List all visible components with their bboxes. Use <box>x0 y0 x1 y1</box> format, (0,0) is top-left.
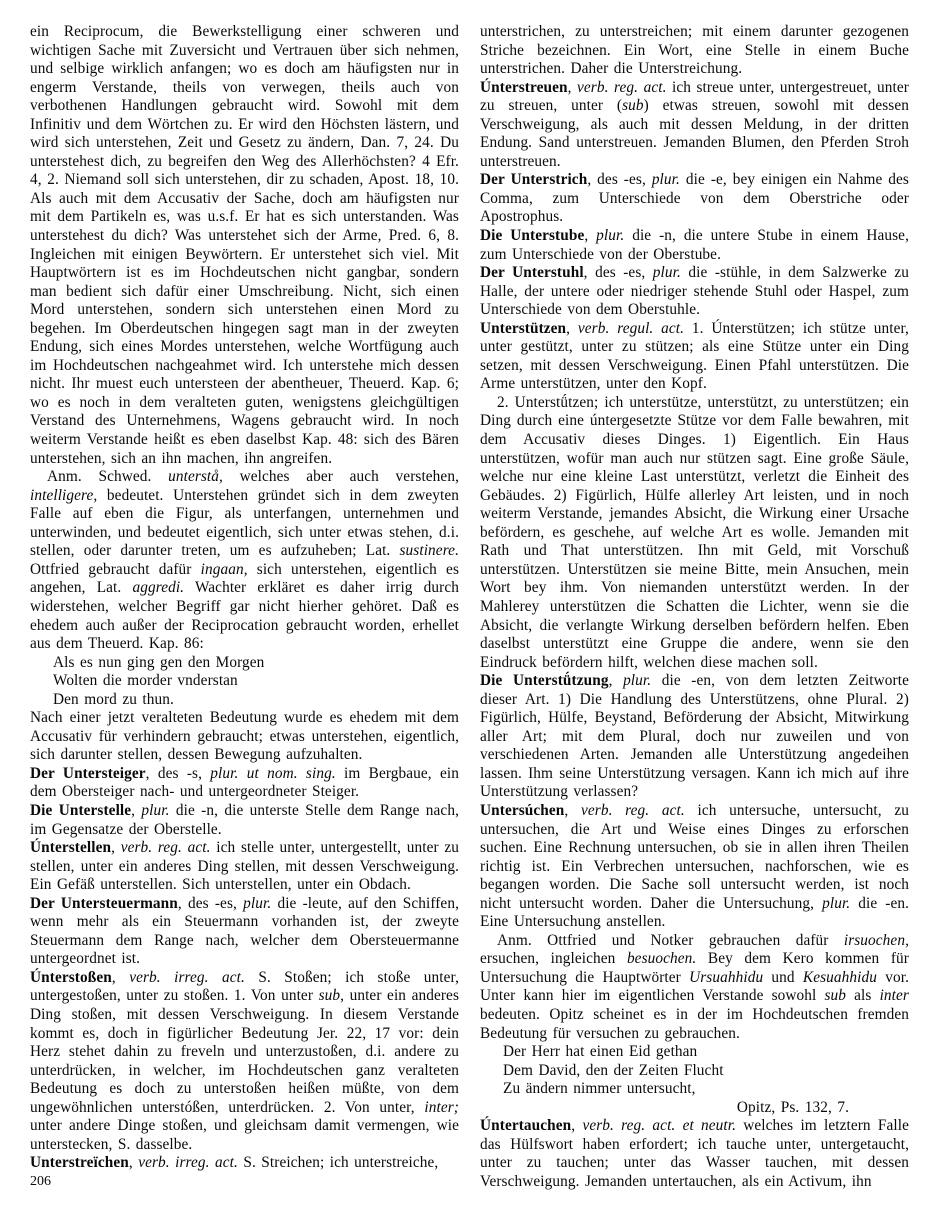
entry-paragraph: Der Unterstrich, des -es, plur. die -e, bey einigen ein Nahme des Comma, zum Unterschiede von dem Oberstriche oder Apostrophus. <box>480 171 909 226</box>
inline-italic: sustinere. <box>399 542 459 560</box>
entry-paragraph: Die Unterstelle, plur. die -n, die unterste Stelle dem Range nach, im Gegensatze der Oberstelle. <box>30 801 459 838</box>
inline-italic: verb. irreg. act. <box>138 1154 238 1172</box>
left-column <box>30 23 459 1191</box>
entry-paragraph: Únterstellen, verb. reg. act. ich stelle unter, untergestellt, unter zu stellen, unter ein anderes Ding stellen, mit dessen Verschweigung. Ein Gefäß unterstellen. Sich unterstellen, unter ein Obdach. <box>30 839 459 894</box>
inline-italic: verb. reg. act. <box>120 839 211 857</box>
inline-italic: plur. ut nom. sing. <box>210 764 336 782</box>
entry-paragraph: Unterstützen, verb. regul. act. 1. Únterstützen; ich stütze unter, unter gestützt, unter zu stützen; als eine Stütze unter ein Ding setzen, mit dessen Verschweigung. Einen Pfahl unterstützen. Die Arme unterstützen, unter den Kopf. <box>480 319 909 393</box>
paragraph: Nach einer jetzt veralteten Bedeutung wurde es ehedem mit dem Accusativ für verhindern gebraucht; etwas unterstehen, eigentlich, sich darunter stellen, dessen Bewegung aufzuhalten. <box>30 709 459 764</box>
inline-italic: verb. irreg. act. <box>129 968 245 986</box>
headword: Únterstoßen <box>30 968 112 986</box>
verse-line: Zu ändern nimmer untersucht, <box>503 1080 696 1098</box>
inline-italic: irsuochen, <box>843 931 909 949</box>
inline-italic: sub <box>622 97 644 115</box>
inline-italic: ingaan, <box>200 560 248 578</box>
inline-italic: verb. regul. act. <box>577 319 685 337</box>
entry-paragraph: Die Unterstube, plur. die -n, die untere Stube in einem Hause, zum Unterschiede von der Oberstube. <box>480 227 910 263</box>
headword: Unterstützen <box>480 319 567 337</box>
headword: Der Unterstuhl <box>480 264 584 282</box>
headword: Únterstreuen <box>480 78 568 96</box>
paragraph: Anm. Schwed. unterstå, welches aber auch verstehen, intelligere, bedeutet. Unterstehen gründet sich in dem zweyten Falle auf eben die Figur, als unterfangen, unternehmen und unterwinden, und bedeutet eigentlich, sich unter etwas stehen, d.i. stellen, oder darunter treten, um es aufzuheben; Lat. sustinere. Ottfried gebraucht dafür ingaan, sich unterstehen, eigentlich es angehen, Lat. aggredi. Wachter erkläret es daher irrig durch widerstehen, welcher Begriff gar nicht hierher gehöret. Daß es ehedem auch außer der Reciprocation gebraucht worden, erhellet aus dem Theuerd. Kap. 86: <box>30 468 460 653</box>
headword: Únterstellen <box>30 839 112 857</box>
inline-italic: aggredi. <box>132 579 185 597</box>
inline-italic: verb. reg. act. et neutr. <box>582 1117 737 1135</box>
inline-italic: plur. <box>596 227 625 245</box>
verse-line: Als es nun ging gen den Morgen <box>53 653 265 671</box>
headword: Untersúchen <box>480 801 565 819</box>
inline-italic: intelligere, <box>30 486 98 504</box>
inline-italic: plur. <box>141 801 170 819</box>
headword: Unterstreïchen <box>30 1154 129 1172</box>
inline-italic: unterstå, <box>168 468 223 486</box>
inline-italic: plur. <box>623 672 652 690</box>
verse-line: Dem David, den der Zeiten Flucht <box>503 1061 724 1079</box>
headword: Die Unterstube <box>480 227 585 245</box>
inline-italic: plur. <box>652 264 681 282</box>
verse-line: Wolten die morder vnderstan <box>53 672 238 690</box>
headword: Úntertauchen <box>480 1117 572 1135</box>
inline-italic: plur. <box>822 894 851 912</box>
entry-paragraph: Der Untersteiger, des -s, plur. ut nom. sing. im Bergbaue, ein dem Obersteiger nach- und untergeordneter Steiger. <box>30 764 459 801</box>
entry-paragraph: Unterstreïchen, verb. irreg. act. S. Streichen; ich unterstreiche, <box>30 1154 439 1172</box>
entry-paragraph: Untersúchen, verb. reg. act. ich untersuche, untersucht, zu untersuchen, die Art und Weise eines Dinges zu erforschen suchen. Eine Rechnung untersuchen, ob sie in allen ihren Theilen richtig ist. Ein Verbrechen untersuchen, nachforschen, wie es begangen worden. Die Sache soll untersucht werden, ist noch nicht untersucht worden. Daher die Untersuchung, plur. die -en. Eine Untersuchung anstellen. <box>480 801 910 931</box>
right-column <box>480 23 909 1191</box>
headword: Der Untersteuermann <box>30 894 178 912</box>
inline-italic: plur. <box>651 171 680 189</box>
paragraph: unterstrichen, zu unterstreichen; mit einem darunter gezogenen Striche bezeichnen. Ein Wort, eine Stelle in einem Buche unterstrichen. Daher die Unterstreichung. <box>480 23 909 78</box>
citation-attribution: Opitz, Ps. 132, 7. <box>736 1098 849 1116</box>
inline-italic: verb. reg. act. <box>577 78 667 96</box>
headword: Die Unterstǘtzung <box>480 672 609 690</box>
verse-line: Der Herr hat einen Eid gethan <box>503 1043 698 1061</box>
verse-line: Den mord zu thun. <box>53 690 174 708</box>
page-number: 206 <box>30 1174 51 1189</box>
inline-italic: inter <box>879 987 909 1005</box>
inline-italic: plur. <box>243 894 272 912</box>
inline-italic: Ursuahhidu <box>689 968 764 986</box>
headword: Die Unterstelle <box>30 801 132 819</box>
paragraph: ein Reciprocum, die Bewerkstelligung einer schweren und wichtigen Sache mit Zuversicht und Vertrauen über sich nehmen, und selbige wirklich anfangen; wo es doch am häufigsten nur in engerm Verstande, theils von verwegen, theils auch von verbothenen Handlungen gebraucht wird. Sowohl mit dem Infinitiv und dem Wörtchen zu. Er wird den Höchsten lästern, und wird sich unterstehen, Zeit und Gesetz zu ändern, Dan. 7, 24. Du unterstehest dich, zu begreifen den Weg des Allerhöchsten? 4 Efr. 4, 2. Niemand soll sich unterstehen, dir zu schaden, Apost. 18, 10. Als auch mit dem Accusativ der Sache, doch am häufigsten nur mit dem Partikeln es, was u.s.f. Er hat es sich unterstanden. Was unterstehest du dich? Was unterstehet sich der Arme, Pred. 6, 8. Ingleichen mit einigen Beywörtern. Er unterstehet sich viel. Mit Hauptwörtern ist es im Hochdeutschen nicht gangbar, sondern man bedient sich dafür einer Umschreibung. Nicht, sich einen Mord unterstehen, sondern sich unterstehen einen Mord zu begehen. Im Oberdeutschen hingegen sagt man in der zweyten Endung, sich eines Mordes unterstehen, welche Wortfügung auch im Hochdeutschen nachgeahmet wird. Ich unterstehe mich dessen nicht. Ihr muest euch untersteen der abentheuer, Theuerd. Kap. 6; wo es noch in dem veralteten guten, wenigstens gleichgültigen Verstand des Unternehmens, Wagens gebraucht wird. In noch weiterm Verstande heißt es eben daselbst Kap. 48: sich des Bären unterstehen, sich an ihn machen, ihn angreifen. <box>30 23 459 467</box>
inline-italic: verb. reg. act. <box>581 801 685 819</box>
entry-paragraph: Únterstreuen, verb. reg. act. ich streue unter, untergestreuet, unter zu streuen, unter (sub) etwas streuen, sowohl mit dessen Verschweigung, als auch mit dessen Meldung, in der dritten Endung. Sand unterstreuen. Jemanden Blumen, den Pferden Stroh unterstreuen. <box>480 78 909 170</box>
inline-italic: sub, <box>318 987 345 1005</box>
entry-paragraph: Der Untersteuermann, des -es, plur. die -leute, auf den Schiffen, wenn mehr als ein Steuermann vorhanden ist, der zweyte Steuermann dem Range nach, welcher dem Obersteuermanne untergeordnet ist. <box>30 894 459 968</box>
paragraph: Anm. Ottfried und Notker gebrauchen dafür irsuochen, ersuchen, ingleichen besuochen. Bey dem Kero kommen für Untersuchung die Hauptwörter Ursuahhidu und Kesuahhidu vor. Unter kann hier im eigentlichen Verstande sowohl sub als inter bedeuten. Opitz scheinet es in der im Hochdeutschen fremden Bedeutung für versuchen zu gebrauchen. <box>480 931 909 1042</box>
entry-paragraph: Únterstoßen, verb. irreg. act. S. Stoßen; ich stoße unter, untergestoßen, unter zu stoßen. 1. Von unter sub, unter ein anderes Ding stoßen, mit dessen Verschweigung. In diesem Verstande kommt es, doch in figürlicher Bedeutung Jer. 22, 17 vor: dein Herz stehet dahin zu freveln und unterzustoßen, d.i. andere zu unterdrücken, in welcher, im Hochdeutschen ganz veralteten Bedeutung es doch zu unterstoßen heißen müßte, von dem ungewöhnlichen unterstóßen, unterdrücken. 2. Von unter, inter; unter andere Dinge stoßen, und gleichsam damit vermengen, wie unterstecken, S. dasselbe. <box>30 968 460 1153</box>
entry-paragraph: Der Unterstuhl, des -es, plur. die -stühle, in dem Salzwerke zu Halle, der untere oder niedriger stehende Stuhl oder Haspel, zum Unterschiede von dem Oberstuhle. <box>480 264 909 319</box>
inline-italic: inter; <box>424 1098 459 1116</box>
entry-paragraph: Úntertauchen, verb. reg. act. et neutr. welches im letztern Falle das Hülfswort haben erfordert; ich tauche unter, untergetaucht, unter zu tauchen; unter das Wasser tauchen, mit dessen Verschweigung. Jemanden untertauchen, als ein Activum, ihn <box>480 1117 909 1190</box>
headword: Der Unterstrich <box>480 171 588 189</box>
entry-paragraph: Die Unterstǘtzung, plur. die -en, von dem letzten Zeitworte dieser Art. 1) Die Handlung des Unterstützens, ohne Plural. 2) Figürlich, Hülfe, Beystand, Beförderung der Absicht, Mitwirkung aller Art; mit dem Plural, doch nur zuweilen und von verschiedenen Arten. Jemanden alle Unterstützung angedeihen lassen. Ihm seine Unterstützung versagen. Kann ich mich auf ihre Unterstützung verlassen? <box>480 672 909 801</box>
inline-italic: sub <box>824 987 847 1005</box>
inline-italic: Kesuahhidu <box>802 968 877 986</box>
headword: Der Untersteiger <box>30 764 146 782</box>
paragraph: 2. Unterstǘtzen; ich unterstütze, unterstützt, zu unterstützen; ein Ding durch eine úntergesetzte Stütze vor dem Falle bewahren, mit dem Accusativ dieses Dinges. 1) Eigentlich. Ein Haus unterstützen, wofür man auch nur stützen sagt. Eine große Säule, welche nur eine kleine Last unterstützt, verletzt die Einheit des Gebäudes. 2) Figürlich, Hülfe allerley Art leisten, und in noch weiterm Verstande, jemandes Absicht, die Wirkung einer Ursache befördern, es geschehe, auf welche Art es wolle. Jemanden mit Rath und That unterstützen. Ihn mit Geld, mit Vorschuß unterstützen. Unterstützen sie meine Bitte, mein Ansuchen, mein Wort bey ihm. Von niemanden unterstützt werden. In der Mahlerey unterstützen die Schatten die Lichter, wenn sie die Absicht, die verlangte Wirkung derselben befördern helfen. Eben daselbst unterstützt eine Gruppe die andere, wenn sie den Eindruck befördern hilft, welchen diese machen soll. <box>480 393 909 671</box>
inline-italic: besuochen. <box>626 950 697 968</box>
text-columns <box>30 23 909 1191</box>
